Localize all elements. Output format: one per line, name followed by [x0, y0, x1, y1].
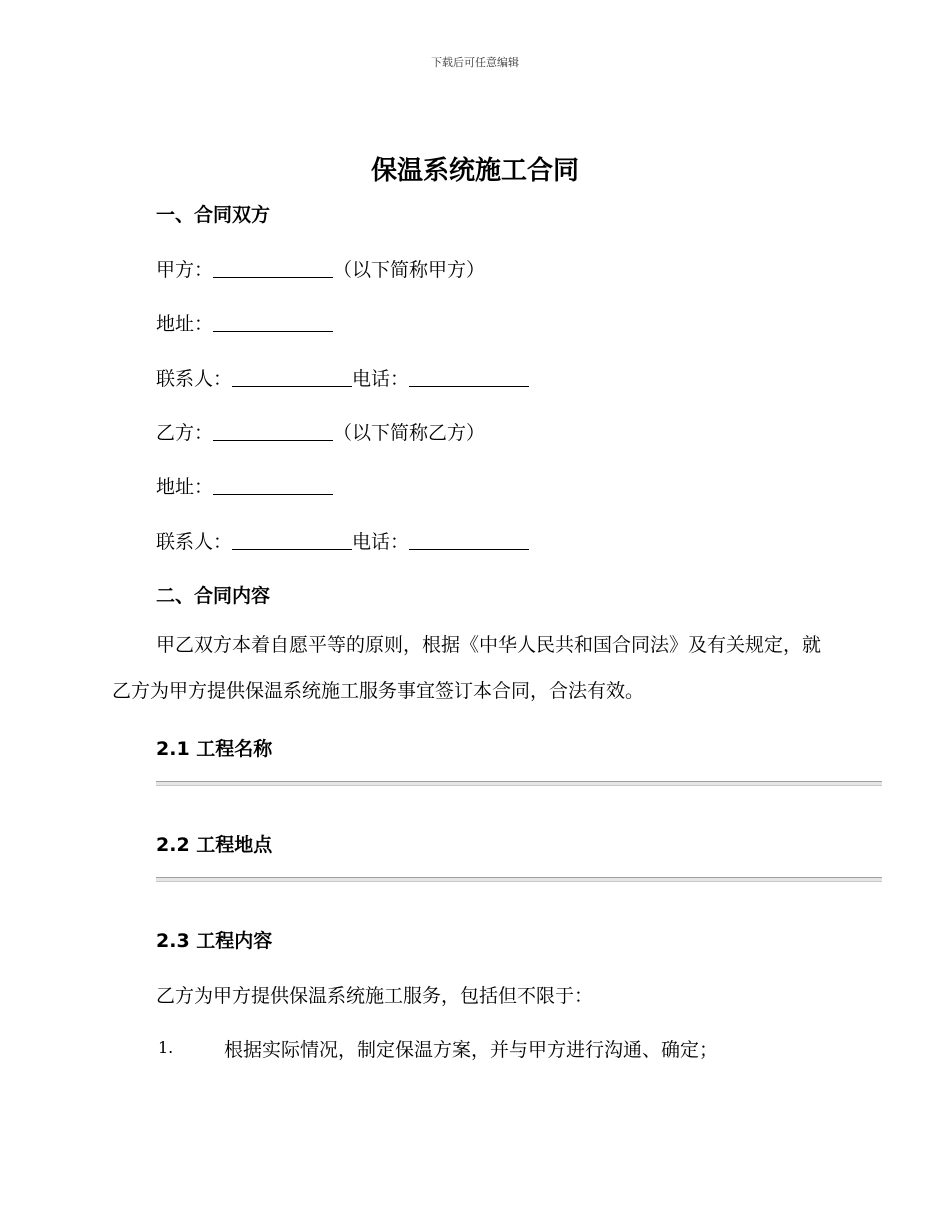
subsection-project-location: 2.2 工程地点 — [156, 834, 273, 856]
party-b-contact-blank[interactable] — [232, 531, 352, 550]
party-a-address-blank[interactable] — [213, 313, 333, 332]
party-b-line — [156, 418, 485, 445]
party-a-blank[interactable] — [213, 259, 333, 278]
subsection-project-name: 2.1 工程名称 — [156, 738, 273, 760]
intro-paragraph — [112, 622, 832, 714]
party-a-label: 甲方： — [156, 259, 214, 281]
document-title: 保温系统施工合同 — [370, 156, 579, 186]
party-b-address-blank[interactable] — [213, 476, 333, 495]
section2-heading: 二、合同内容 — [156, 585, 271, 607]
party-b-suffix: （以下简称乙方） — [333, 422, 486, 444]
party-a-line — [156, 255, 485, 282]
contact-label: 联系人： — [156, 368, 233, 390]
party-b-blank[interactable] — [213, 422, 333, 441]
project-name-rule — [156, 781, 882, 786]
contact-label: 联系人： — [156, 531, 233, 553]
phone-label: 电话： — [352, 531, 410, 553]
address-label: 地址： — [156, 313, 214, 335]
party-a-suffix: （以下简称甲方） — [333, 259, 486, 281]
address-label: 地址： — [156, 476, 214, 498]
list-item-number: 1. — [158, 1038, 174, 1057]
subsection-project-scope: 2.3 工程内容 — [156, 930, 273, 952]
party-b-address-line — [156, 472, 333, 499]
scope-intro: 乙方为甲方提供保温系统施工服务，包括但不限于： — [156, 985, 594, 1007]
project-location-rule — [156, 877, 882, 882]
party-b-contact-line — [156, 527, 529, 554]
section1-heading: 一、合同双方 — [156, 204, 271, 226]
party-b-label: 乙方： — [156, 422, 214, 444]
party-b-phone-blank[interactable] — [409, 531, 529, 550]
phone-label: 电话： — [352, 368, 410, 390]
header-note: 下载后可任意编辑 — [431, 56, 519, 69]
party-a-contact-blank[interactable] — [232, 368, 352, 387]
party-a-contact-line — [156, 364, 529, 391]
intro-text: 甲乙双方本着自愿平等的原则，根据《中华人民共和国合同法》及有关规定，就乙方为甲方提供保温系统施工服务事宜签订本合同，合法有效。 — [112, 634, 822, 702]
party-a-phone-blank[interactable] — [409, 368, 529, 387]
party-a-address-line — [156, 309, 333, 336]
list-item-text: 根据实际情况，制定保温方案，并与甲方进行沟通、确定； — [224, 1039, 719, 1061]
